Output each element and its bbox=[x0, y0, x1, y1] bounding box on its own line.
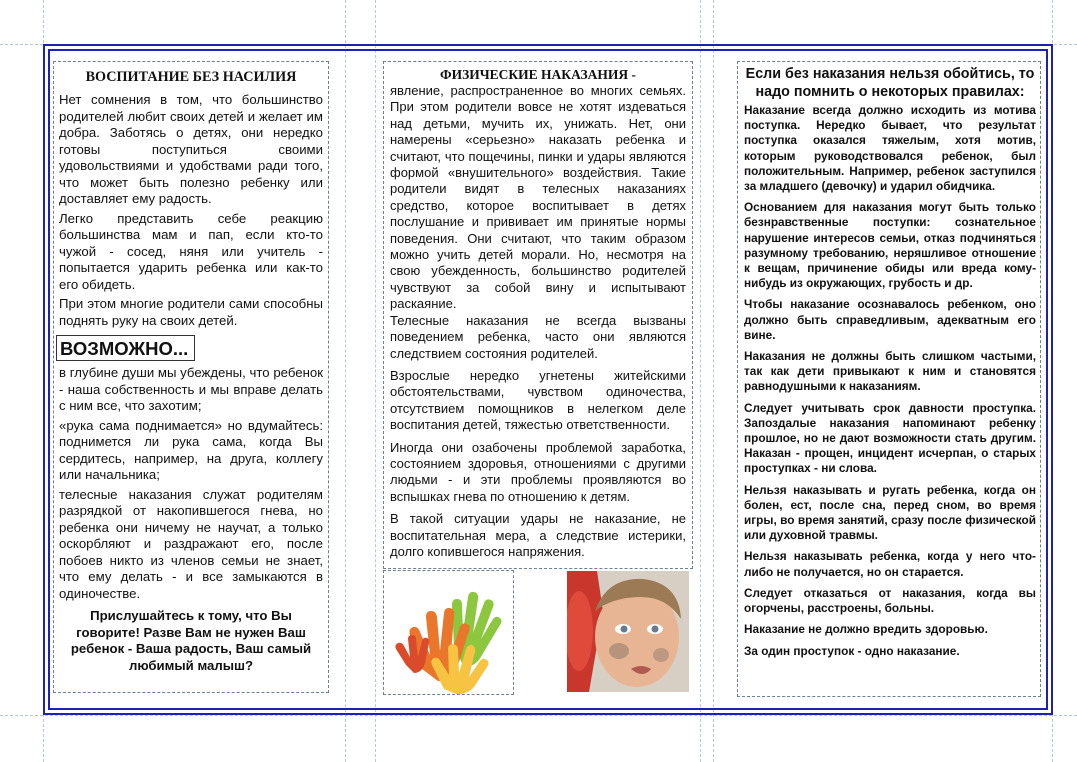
column-title: ВОСПИТАНИЕ БЕЗ НАСИЛИЯ bbox=[85, 69, 297, 85]
rule-item: Нельзя наказывать и ругать ребенка, когда он болен, ест, после сна, перед сном, во время игры, во время занятий, сразу после физической или духовной травмы. bbox=[744, 482, 1036, 543]
guide-line bbox=[0, 715, 1077, 716]
rule-item: За один проступок - одно наказание. bbox=[744, 643, 960, 658]
column-punishment-rules bbox=[737, 61, 1041, 697]
rule-item: Наказания не должны быть слишком частыми, так как дети привыкают к ним и становятся равнодушными к наказаниям. bbox=[744, 349, 1036, 394]
column-physical-punishment bbox=[383, 61, 693, 569]
closing-appeal: Прислушайтесь к тому, что Вы говорите! Разве Вам не нужен Ваш ребенок - Ваша радость, Ваш самый любимый малыш? bbox=[70, 608, 312, 673]
paragraph: Легко представить себе реакцию большинства мам и пап, если кто-то чужой - сосед, няня или учитель - попытается ударить ребенка или как-то его обидеть. bbox=[59, 210, 323, 292]
section-heading: ВОЗМОЖНО... bbox=[56, 335, 195, 361]
paragraph: в глубине души мы убеждены, что ребенок - наша собственность и мы вправе делать с ним все, что захотим; bbox=[59, 365, 323, 413]
rule-item: Наказание всегда должно исходить из мотива поступка. Нередко бывает, что результат поступка оказался тяжелым, хотя мотив, которым руководствовался ребенок, был положительным. Например, ребенок заступился за младшего (девочку) и ударил обидчика. bbox=[744, 103, 1036, 194]
column-title: Если без наказания нельзя обойтись, то надо помнить о некоторых правилах: bbox=[745, 66, 1035, 100]
crying-child-photo bbox=[567, 571, 689, 692]
rule-item: Наказание не должно вредить здоровью. bbox=[744, 622, 988, 637]
rule-item: Основанием для наказания могут быть только безнравственные поступки: сознательное нарушение интересов семьи, отказ подчиняться разумному требованию, неряшливое отношение к вещам, причинение обиды или вреда кому-нибудь из окружающих, грубость и др. bbox=[744, 200, 1036, 291]
hands-icon bbox=[384, 571, 513, 694]
rule-item: Чтобы наказание осознавалось ребенком, оно должно быть справедливым, адекватным его вине. bbox=[744, 297, 1036, 342]
column-title: ФИЗИЧЕСКИЕ НАКАЗАНИЯ - bbox=[439, 67, 636, 82]
paragraph: Иногда они озабочены проблемой заработка, состоянием здоровья, отношениями с другими людьми - и эти проблемы проявляются во вспышках гнева по отношению к детям. bbox=[390, 439, 686, 504]
paragraph: Нет сомнения в том, что большинство родителей любит своих детей и желает им добра. Заботясь о детях, они нередко готовы поступиться своими удовольствиями и удобствами ради того, что может быть полезно ребенку или доставляет ему радость. bbox=[59, 92, 323, 206]
rule-item: Следует отказаться от наказания, когда вы огорчены, расстроены, больны. bbox=[744, 585, 1036, 616]
paragraph: Взрослые нередко угнетены житейскими обстоятельствами, чувством одиночества, отсутствием помощников в нелегком деле воспитания детей, тяжестью ответственности. bbox=[390, 367, 686, 433]
column-violence-free bbox=[53, 61, 329, 693]
paragraph: При этом многие родители сами способны поднять руку на своих детей. bbox=[59, 296, 323, 328]
rule-item: Нельзя наказывать ребенка, когда у него что-либо не получается, но он старается. bbox=[744, 549, 1036, 579]
paragraph: явление, распространенное во многих семьях. При этом родители вовсе не хотят издеваться над детьми, мучить их, унижать. Нет, они намерены «серьезно» наказать ребенка и считают, что пощечины, пинки и удары являются формой «внушительного» воздействия. Такие родители видят в телесных наказаниях средство, которое воспитывает в детях послушание и прививает им принятые нормы поведения. Они считают, что таким образом можно учить детей морали. Но, несмотря на свою убежденность, большинство родителей чувствуют за собой вину и испытывают раскаяние. bbox=[390, 83, 686, 312]
hands-illustration bbox=[383, 570, 514, 695]
rule-item: Следует учитывать срок давности проступка. Запоздалые наказания напоминают ребенку прошлое, но не дают возможности стать другим. Наказан - прощен, инцидент исчерпан, о старых проступках - ни слова. bbox=[744, 400, 1036, 476]
child-photo-icon bbox=[567, 571, 689, 692]
paragraph: телесные наказания служат родителям разрядкой от накопившегося гнева, но ребенка они ничему не научат, а только оскорбляют и раздражают его, после побоев никто из членов семьи не знает, что ему делать - и все замыкаются в одиночестве. bbox=[59, 486, 323, 601]
paragraph: «рука сама поднимается» но вдумайтесь: поднимется ли рука сама, когда Вы сердитесь, например, на друга, коллегу или начальника; bbox=[59, 417, 323, 482]
paragraph: В такой ситуации удары не наказание, не воспитательная мера, а следствие истерики, долго копившегося напряжения. bbox=[390, 511, 686, 559]
paragraph: Телесные наказания не всегда вызваны поведением ребенка, часто они являются следствием состояния родителей. bbox=[390, 312, 686, 361]
